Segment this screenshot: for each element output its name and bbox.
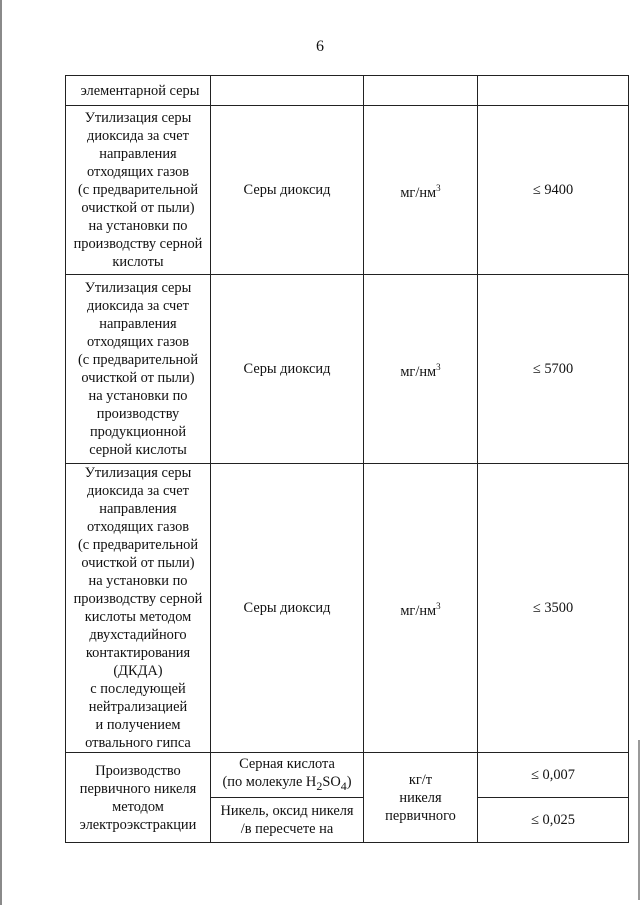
process-cell: элементарной серы	[66, 76, 211, 106]
value-cell: ≤ 0,025	[478, 798, 629, 843]
process-cell: Производство первичного никеля методом электроэкстракции	[66, 753, 211, 843]
substance-text: Никель, оксид никеля /в пересчете на	[220, 803, 354, 837]
unit-cell: кг/т никеля первичного	[364, 753, 478, 843]
value-cell: ≤ 3500	[478, 464, 629, 753]
scan-edge-left	[0, 0, 2, 905]
table-row	[66, 753, 629, 798]
unit-cell	[364, 106, 478, 275]
value-cell: ≤ 0,007	[478, 753, 629, 798]
unit-cell	[364, 464, 478, 753]
process-cell: Утилизация серы диоксида за счет направления отходящих газов (с предварительной очисткой от пыли) на установки по производству продукционной серной кислоты	[66, 275, 211, 464]
substance-formula-mid: SO	[322, 774, 341, 791]
substance-cell	[211, 753, 364, 798]
unit-text: мг/нм	[400, 602, 437, 619]
unit-exponent: 3	[436, 600, 441, 611]
substance-cell	[211, 798, 364, 843]
unit-text: мг/нм	[400, 363, 437, 380]
formula-subscript: 2	[316, 778, 323, 793]
process-cell: Утилизация серы диоксида за счет направления отходящих газов (с предварительной очисткой от пыли) на установки по производству серной кислоты	[66, 106, 211, 275]
substance-cell	[211, 76, 364, 106]
substance-cell: Серы диоксид	[211, 464, 364, 753]
unit-text: мг/нм	[400, 184, 437, 201]
table-row	[66, 106, 629, 275]
substance-cell: Серы диоксид	[211, 106, 364, 275]
emissions-table	[65, 75, 629, 843]
value-cell: ≤ 9400	[478, 106, 629, 275]
table-row	[66, 76, 629, 106]
substance-cell: Серы диоксид	[211, 275, 364, 464]
table-row	[66, 464, 629, 753]
substance-formula-pre: (по молекуле H	[222, 774, 317, 791]
formula-subscript: 4	[340, 778, 347, 793]
page-number: 6	[316, 38, 324, 55]
substance-formula-post: )	[346, 774, 352, 791]
unit-cell	[364, 76, 478, 106]
unit-exponent: 3	[436, 361, 441, 372]
unit-cell	[364, 275, 478, 464]
table-row	[66, 275, 629, 464]
unit-exponent: 3	[436, 182, 441, 193]
process-cell: Утилизация серы диоксида за счет направления отходящих газов (с предварительной очисткой от пыли) на установки по производству серной кислоты методом двухстадийного контактирования (ДКДА) с последующей нейтрализацией и получением отвального гипса	[66, 464, 211, 753]
substance-line: Серная кислота	[239, 756, 335, 773]
value-cell: ≤ 5700	[478, 275, 629, 464]
value-cell	[478, 76, 629, 106]
